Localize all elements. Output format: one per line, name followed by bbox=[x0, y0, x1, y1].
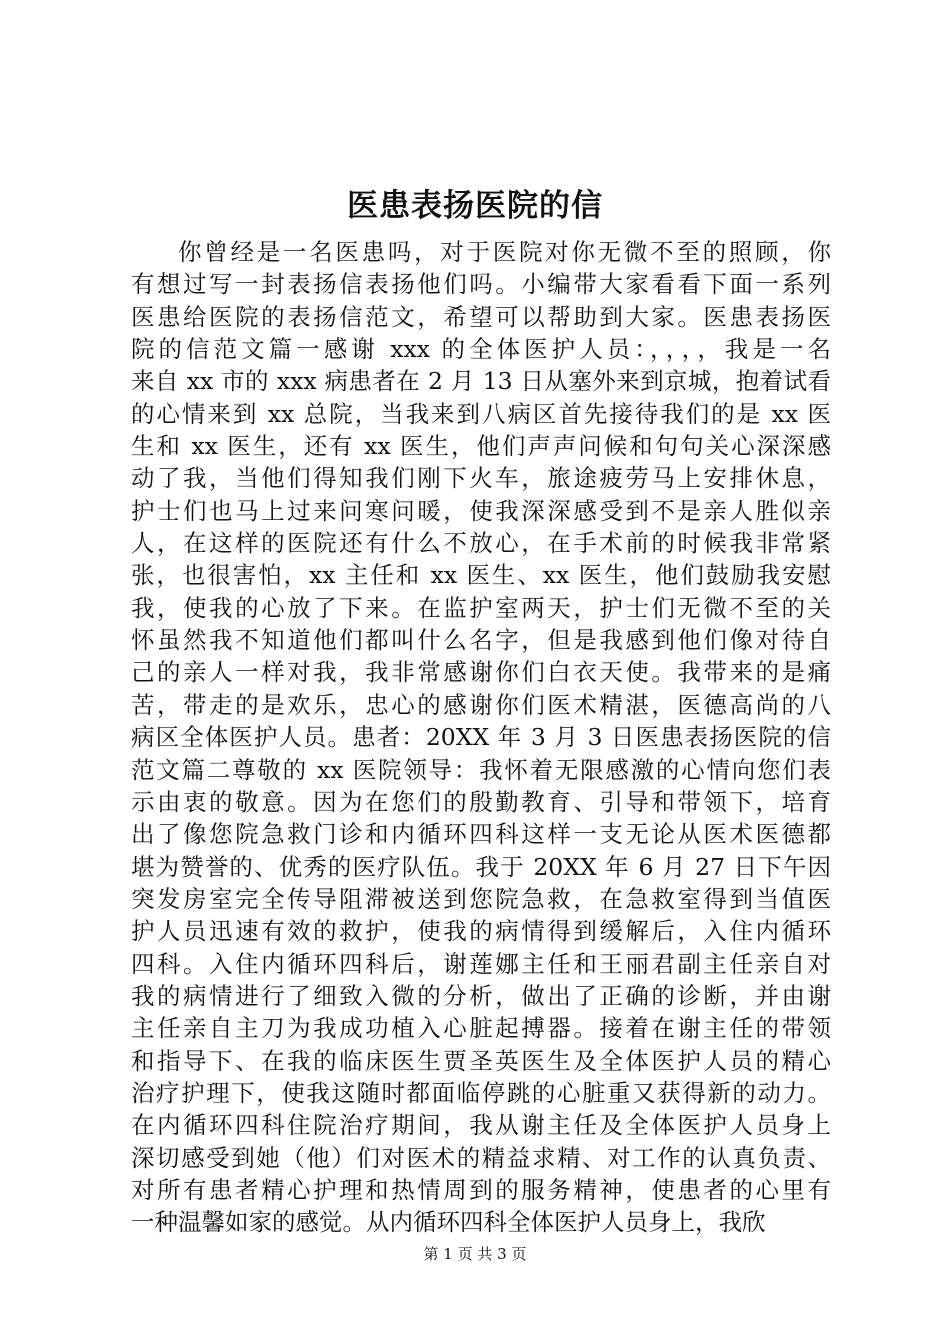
body-line: 护士们也马上过来问寒问暖，使我深深感受到不是亲人胜似亲 bbox=[131, 496, 831, 525]
body-line: 有想过写一封表扬信表扬他们吗。小编带大家看看下面一系列 bbox=[131, 270, 831, 299]
body-line: 医患给医院的表扬信范文，希望可以帮助到大家。医患表扬医 bbox=[131, 302, 831, 331]
body-line: 病区全体医护人员。患者：20XX 年 3 月 3 日医患表扬医院的信 bbox=[131, 723, 831, 752]
body-line: 出了像您院急救门诊和内循环四科这样一支无论从医术医德都 bbox=[131, 820, 831, 849]
body-line: 生和 xx 医生，还有 xx 医生，他们声声问候和句句关心深深感 bbox=[131, 432, 831, 461]
page-title: 医患表扬医院的信 bbox=[347, 188, 603, 224]
body-line: 我，使我的心放了下来。在监护室两天，护士们无微不至的关 bbox=[131, 593, 831, 622]
body-line: 院的信范文篇一感谢 xxx 的全体医护人员：，，，，我是一名 bbox=[131, 335, 831, 364]
body-line: 你曾经是一名医患吗，对于医院对你无微不至的照顾，你 bbox=[178, 238, 831, 266]
body-line: 人，在这样的医院还有什么不放心，在手术前的时候我非常紧 bbox=[131, 529, 831, 558]
body-line: 对所有患者精心护理和热情周到的服务精神，使患者的心里有 bbox=[131, 1175, 831, 1204]
body-line: 我的病情进行了细致入微的分析，做出了正确的诊断，并由谢 bbox=[131, 981, 831, 1010]
body-line: 范文篇二尊敬的 xx 医院领导：我怀着无限感激的心情向您们表 bbox=[131, 755, 831, 784]
body-line: 张，也很害怕，xx 主任和 xx 医生、xx 医生，他们鼓励我安慰 bbox=[131, 561, 831, 590]
body-line: 深切感受到她（他）们对医术的精益求精、对工作的认真负责、 bbox=[131, 1143, 831, 1172]
letter-body bbox=[131, 236, 831, 1239]
body-line: 一种温馨如家的感觉。从内循环四科全体医护人员身上，我欣 bbox=[131, 1208, 766, 1237]
body-line: 在内循环四科住院治疗期间，我从谢主任及全体医护人员身上 bbox=[131, 1111, 831, 1140]
page-number-footer: 第 1 页 共 3 页 bbox=[423, 1245, 527, 1263]
body-line: 的心情来到 xx 总院，当我来到八病区首先接待我们的是 xx 医 bbox=[131, 399, 831, 428]
body-line: 怀虽然我不知道他们都叫什么名字，但是我感到他们像对待自 bbox=[131, 626, 831, 655]
body-line: 动了我，当他们得知我们刚下火车，旅途疲劳马上安排休息， bbox=[131, 464, 831, 493]
body-line: 四科。入住内循环四科后，谢莲娜主任和王丽君副主任亲自对 bbox=[131, 949, 831, 978]
body-line: 治疗护理下，使我这随时都面临停跳的心脏重又获得新的动力。 bbox=[131, 1078, 831, 1107]
body-line: 护人员迅速有效的救护，使我的病情得到缓解后，入住内循环 bbox=[131, 917, 831, 946]
body-line: 突发房室完全传导阻滞被送到您院急救，在急救室得到当值医 bbox=[131, 884, 831, 913]
body-line: 示由衷的敬意。因为在您们的殷勤教育、引导和带领下，培育 bbox=[131, 787, 831, 816]
body-line: 堪为赞誉的、优秀的医疗队伍。我于 20XX 年 6 月 27 日下午因 bbox=[131, 852, 831, 881]
body-line: 苦，带走的是欢乐，忠心的感谢你们医术精湛，医德高尚的八 bbox=[131, 690, 831, 719]
body-line: 和指导下、在我的临床医生贾圣英医生及全体医护人员的精心 bbox=[131, 1046, 831, 1075]
body-line: 主任亲自主刀为我成功植入心脏起搏器。接着在谢主任的带领 bbox=[131, 1014, 831, 1043]
body-line: 来自 xx 市的 xxx 病患者在 2 月 13 日从塞外来到京城，抱着试看 bbox=[131, 367, 831, 396]
body-line: 己的亲人一样对我，我非常感谢你们白衣天使。我带来的是痛 bbox=[131, 658, 831, 687]
